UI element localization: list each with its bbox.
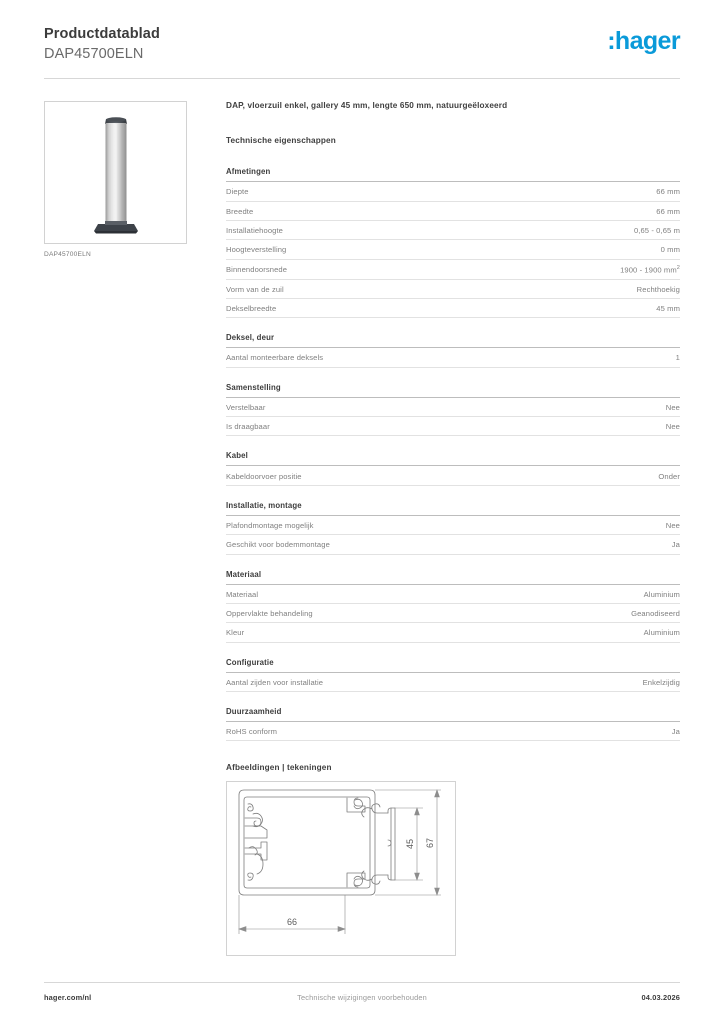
spec-value: Aluminium bbox=[643, 589, 680, 599]
spec-group bbox=[226, 383, 680, 437]
title-block bbox=[44, 25, 160, 64]
spec-value: 66 mm bbox=[656, 187, 680, 197]
spec-value: Ja bbox=[671, 540, 680, 550]
product-image-column bbox=[44, 101, 204, 956]
specifications-column bbox=[204, 101, 680, 956]
spec-value: Ja bbox=[671, 727, 680, 737]
spec-value: Rechthoekig bbox=[636, 284, 680, 294]
footer-date: 04.03.2026 bbox=[641, 993, 680, 1002]
dimension-height-label: 67 bbox=[425, 838, 435, 849]
page-footer bbox=[44, 982, 680, 1002]
spec-group bbox=[226, 707, 680, 741]
spec-value: Geanodiseerd bbox=[631, 609, 680, 619]
spec-group bbox=[226, 658, 680, 692]
spec-label: RoHS conform bbox=[226, 727, 277, 737]
product-reference: DAP45700ELN bbox=[44, 45, 144, 62]
spec-value: Nee bbox=[665, 402, 680, 412]
technical-properties-heading: Technische eigenschappen bbox=[226, 136, 336, 146]
spec-group bbox=[226, 570, 680, 643]
product-image-box bbox=[44, 101, 187, 244]
spec-value: 0 mm bbox=[660, 245, 680, 255]
spec-label: Breedte bbox=[226, 206, 254, 216]
specification-groups bbox=[226, 167, 680, 741]
spec-row bbox=[226, 417, 680, 436]
spec-row bbox=[226, 280, 680, 299]
spec-label: Verstelbaar bbox=[226, 402, 266, 412]
footer-notice: Technische wijzigingen voorbehouden bbox=[297, 993, 427, 1002]
spec-value: Nee bbox=[665, 520, 680, 530]
spec-label: Dekselbreedte bbox=[226, 304, 277, 314]
spec-row bbox=[226, 221, 680, 240]
spec-row bbox=[226, 623, 680, 642]
dimension-lid-label: 45 bbox=[405, 839, 415, 850]
footer-website[interactable]: hager.com/nl bbox=[44, 993, 92, 1002]
spec-label: Binnendoorsnede bbox=[226, 265, 288, 275]
spec-row bbox=[226, 299, 680, 318]
technical-drawing-box bbox=[226, 781, 456, 956]
page-header bbox=[44, 0, 680, 64]
spec-label: Diepte bbox=[226, 187, 249, 197]
hager-logo: :hager bbox=[607, 27, 680, 55]
spec-label: Materiaal bbox=[226, 589, 259, 599]
spec-value: 66 mm bbox=[656, 206, 680, 216]
spec-group-title: Deksel, deur bbox=[226, 333, 680, 348]
spec-value: 1 bbox=[675, 353, 680, 363]
spec-row bbox=[226, 673, 680, 692]
spec-group-title: Materiaal bbox=[226, 570, 680, 585]
spec-label: Kabeldoorvoer positie bbox=[226, 471, 302, 481]
spec-label: Hoogteverstelling bbox=[226, 245, 287, 255]
spec-row bbox=[226, 585, 680, 604]
spec-group-title: Kabel bbox=[226, 451, 680, 466]
spec-row bbox=[226, 240, 680, 259]
spec-group bbox=[226, 501, 680, 555]
spec-value-text: 1900 - 1900 mm bbox=[620, 265, 677, 275]
spec-row bbox=[226, 535, 680, 554]
spec-group-title: Installatie, montage bbox=[226, 501, 680, 516]
spec-label: Aantal monteerbare deksels bbox=[226, 353, 324, 363]
spec-group bbox=[226, 167, 680, 318]
spec-row bbox=[226, 722, 680, 741]
spec-row bbox=[226, 466, 680, 485]
spec-row bbox=[226, 182, 680, 201]
spec-value: Nee bbox=[665, 422, 680, 432]
spec-value: 45 mm bbox=[656, 304, 680, 314]
page-content bbox=[44, 79, 680, 956]
profile-cross-section-drawing bbox=[227, 782, 455, 955]
product-photo bbox=[86, 112, 146, 236]
spec-group-title: Duurzaamheid bbox=[226, 707, 680, 722]
spec-group-title: Afmetingen bbox=[226, 167, 680, 182]
spec-label: Installatiehoogte bbox=[226, 226, 284, 236]
spec-row bbox=[226, 604, 680, 623]
spec-value: Onder bbox=[658, 471, 680, 481]
spec-row bbox=[226, 398, 680, 417]
spec-value-superscript: 2 bbox=[676, 264, 680, 271]
spec-value: Aluminium bbox=[643, 628, 680, 638]
spec-value bbox=[620, 265, 680, 275]
spec-row bbox=[226, 348, 680, 367]
spec-group-title: Samenstelling bbox=[226, 383, 680, 398]
spec-group bbox=[226, 451, 680, 485]
spec-label: Is draagbaar bbox=[226, 422, 270, 432]
spec-row bbox=[226, 202, 680, 221]
page-title: Productdatablad bbox=[44, 26, 160, 42]
spec-value: 0,65 - 0,65 m bbox=[633, 226, 680, 236]
product-description: DAP, vloerzuil enkel, gallery 45 mm, lengte 650 mm, natuurgeëloxeerd bbox=[226, 101, 508, 111]
spec-group-title: Configuratie bbox=[226, 658, 680, 673]
dimension-width-label: 66 bbox=[286, 917, 298, 928]
spec-label: Vorm van de zuil bbox=[226, 284, 284, 294]
product-image-caption: DAP45700ELN bbox=[44, 251, 91, 259]
spec-row bbox=[226, 260, 680, 280]
drawings-heading: Afbeeldingen | tekeningen bbox=[226, 763, 332, 773]
spec-row bbox=[226, 516, 680, 535]
spec-label: Aantal zijden voor installatie bbox=[226, 677, 324, 687]
spec-label: Kleur bbox=[226, 628, 245, 638]
spec-label: Oppervlakte behandeling bbox=[226, 609, 313, 619]
spec-group bbox=[226, 333, 680, 367]
spec-value: Enkelzijdig bbox=[642, 677, 680, 687]
spec-label: Plafondmontage mogelijk bbox=[226, 520, 314, 530]
spec-label: Geschikt voor bodemmontage bbox=[226, 540, 330, 550]
